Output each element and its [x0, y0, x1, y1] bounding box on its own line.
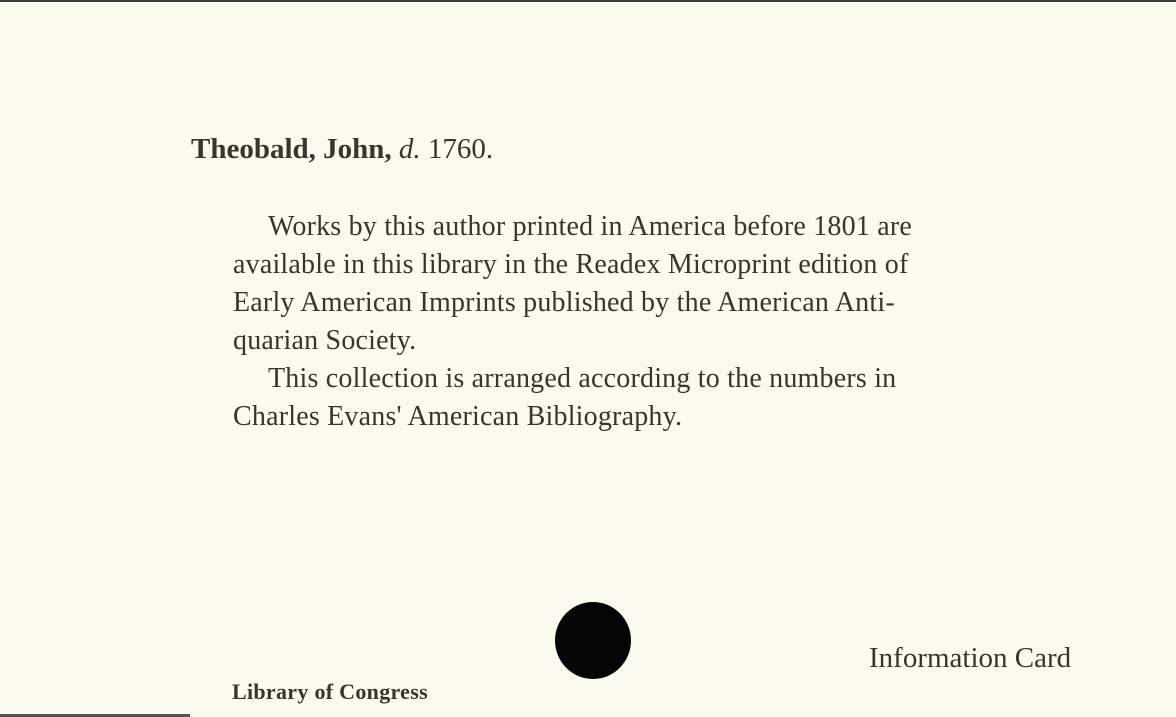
body-line: available in this library in the Readex Microprint edition of: [233, 249, 909, 280]
body-line: quarian Society.: [233, 325, 417, 356]
card-type-label: Information Card: [869, 642, 1072, 674]
author-heading: [191, 133, 493, 166]
punch-hole: [555, 602, 631, 679]
body-line: Works by this author printed in America before 1801 are: [268, 211, 913, 242]
body-line: Early American Imprints published by the American Anti-: [233, 287, 895, 318]
death-year: 1760.: [427, 133, 494, 165]
body-line: Charles Evans' American Bibliography.: [233, 401, 683, 432]
died-abbreviation: d.: [398, 133, 421, 165]
institution-label: Library of Congress: [232, 679, 428, 704]
author-name: Theobald, John,: [191, 133, 392, 165]
body-line: This collection is arranged according to the numbers in: [268, 363, 897, 394]
